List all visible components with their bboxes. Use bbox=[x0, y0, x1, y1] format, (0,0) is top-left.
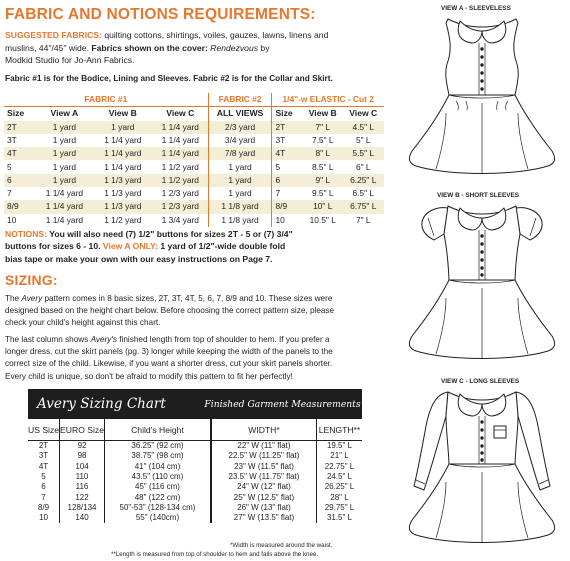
sizing-table-row bbox=[28, 492, 362, 502]
sizing-table-row bbox=[28, 503, 362, 513]
cover-name: Rendezvous bbox=[210, 42, 259, 53]
notions-text-1: You will also need (7) 1/2" buttons for sizes 2T - 5 or (7) 3/4" bbox=[47, 229, 293, 239]
fabric-cell: 1 yard bbox=[36, 121, 93, 134]
notions-text-4: bias tape or make your own with our easy instructions on Page 7. bbox=[5, 253, 273, 264]
fabric-cell: 10.5" L bbox=[303, 214, 343, 227]
sizing-cell: 24.5" L bbox=[316, 472, 362, 482]
sizing-cell: 25" W (12.5" flat) bbox=[211, 492, 317, 502]
cover-label: Fabrics shown on the cover: bbox=[91, 42, 208, 53]
fabric-cell: 8/9 bbox=[272, 200, 303, 213]
sizing-cell: 28" L bbox=[316, 492, 362, 502]
fabric-cell: 1 1/4 yard bbox=[153, 121, 208, 134]
fabric-cell: 1 yard bbox=[36, 147, 93, 160]
sizing-cell: 26.25" L bbox=[316, 482, 362, 492]
fabric-cell: 3T bbox=[272, 134, 303, 147]
fabric-cell: 10" L bbox=[303, 200, 343, 213]
fabric-cell: 1 yard bbox=[208, 160, 272, 173]
fabric-cell: 8.5" L bbox=[303, 160, 343, 173]
fabric-table-row bbox=[4, 160, 384, 173]
fabric-cell: 7" L bbox=[343, 214, 385, 227]
fabric-cell: 1 3/4 yard bbox=[153, 214, 208, 227]
sizing-cell: 2T bbox=[38, 441, 49, 451]
sizing-cell: 22" W (11" flat) bbox=[211, 441, 317, 452]
sizing-table bbox=[28, 419, 362, 523]
view-a-label-text: VIEW A - SLEEVELESS bbox=[441, 5, 511, 12]
sizing-chart-title-bar bbox=[28, 389, 362, 419]
fabric-table-row bbox=[4, 147, 384, 160]
fabric-cell: 1 yard bbox=[36, 174, 93, 187]
sizing-cell: 19.5" L bbox=[316, 441, 362, 452]
fabric-cell: 1 1/4 yard bbox=[93, 134, 153, 147]
header-width: WIDTH* bbox=[211, 419, 317, 441]
header-view-c: View C bbox=[153, 107, 208, 121]
footnote-length: **Length is measured from top of shoulder to hem and falls above the knee. bbox=[111, 551, 319, 558]
sizing-cell: 45" (116 cm) bbox=[104, 482, 211, 492]
fabric-cell: 2T bbox=[4, 121, 36, 134]
sizing-table-row bbox=[28, 462, 362, 472]
sizing-cell: 122 bbox=[60, 492, 105, 502]
sizing-p2-name: Avery's bbox=[90, 335, 117, 344]
sizing-p2-line-4: Every child is unique, so don't be afraid to modify this pattern to fit her perfectly! bbox=[5, 371, 293, 381]
fabric-cell: 1 1/4 yard bbox=[93, 147, 153, 160]
header-elastic-view-b: View B bbox=[303, 107, 343, 121]
sizing-p2-pre: The last column shows bbox=[5, 335, 91, 344]
header-all-views: ALL VIEWS bbox=[208, 107, 272, 121]
sizing-cell: 36.25" (92 cm) bbox=[104, 441, 211, 452]
fabric-table-row bbox=[4, 174, 384, 187]
sizing-cell: 31.5" L bbox=[316, 513, 362, 523]
sizing-p1-line-2: designed based on the height chart below. Before choosing the correct pattern size, please bbox=[5, 306, 335, 316]
fabric-cell: 6.5" L bbox=[343, 187, 385, 200]
fabric-cell: 10 bbox=[4, 214, 36, 227]
sizing-cell: 128/134 bbox=[60, 503, 105, 513]
sizing-cell: 23.5" W (11.75" flat) bbox=[211, 472, 317, 482]
sizing-paragraph-2 bbox=[5, 334, 395, 383]
sizing-cell: 43.5" (110 cm) bbox=[104, 472, 211, 482]
suggested-line-2 bbox=[5, 42, 385, 55]
sizing-cell: 110 bbox=[60, 472, 105, 482]
fabric-cell: 9.5" L bbox=[303, 187, 343, 200]
fabric2-group: FABRIC #2 bbox=[208, 93, 272, 107]
notions-paragraph bbox=[5, 228, 293, 265]
sizing-cell: 26" W (13" flat) bbox=[211, 503, 317, 513]
suggested-text-2: muslins, 44"/45" wide. bbox=[5, 42, 92, 53]
notions-line-1 bbox=[5, 228, 293, 240]
fabric-cell: 1 1/4 yard bbox=[153, 147, 208, 160]
fabric-cell: 7 bbox=[272, 187, 303, 200]
sizing-p1-line-1 bbox=[5, 293, 395, 305]
fabric-table-row bbox=[4, 214, 384, 227]
fabric-cell: 1 1/8 yard bbox=[208, 214, 272, 227]
fabric-cell: 4.5" L bbox=[343, 121, 385, 134]
sizing-cell: 10 bbox=[39, 513, 48, 523]
sizing-cell: 7 bbox=[41, 492, 46, 502]
fabric-cell: 7/8 yard bbox=[208, 147, 272, 160]
fabric-cell: 4T bbox=[272, 147, 303, 160]
fabric-cell: 7 bbox=[4, 187, 36, 200]
sizing-cell: 116 bbox=[60, 482, 105, 492]
fabric-cell: 6" L bbox=[343, 160, 385, 173]
fabric-table-row bbox=[4, 200, 384, 213]
fabric-table-row bbox=[4, 187, 384, 200]
fabric-cell: 1 1/8 yard bbox=[208, 200, 272, 213]
header-length: LENGTH** bbox=[316, 419, 362, 441]
sizing-title: SIZING: bbox=[5, 272, 58, 288]
view-a-label: View A ONLY: bbox=[102, 241, 158, 252]
header-elastic-view-c: View C bbox=[343, 107, 385, 121]
sizing-p1-name: Avery bbox=[21, 294, 43, 303]
fabric-table-row bbox=[4, 134, 384, 147]
suggested-line-1 bbox=[5, 29, 385, 42]
fabric-cell: 6 bbox=[4, 174, 36, 187]
suggested-text-3: Modkid Studio for Jo-Ann Fabrics. bbox=[5, 55, 135, 66]
fabric-cell: 7.5" L bbox=[303, 134, 343, 147]
sizing-p2-line-2: longer dress, cut the skirt panels (pg. 3) longer while keeping the width of the panels to the bbox=[5, 347, 333, 357]
header-size-2: Size bbox=[272, 107, 303, 121]
notions-text-3: 1 yard of 1/2"-wide double fold bbox=[157, 241, 286, 252]
footnote-width: *Width is measured around the waist. bbox=[230, 542, 333, 549]
elastic-group: 1/4"-w ELASTIC - Cut 2 bbox=[272, 93, 384, 107]
sizing-p2-text-1: finished length from top of shoulder to hem. If you prefer a bbox=[117, 335, 330, 344]
sizing-cell: 41" (104 cm) bbox=[104, 462, 211, 472]
sizing-cell: 22.5" W (11.25" flat) bbox=[211, 451, 317, 461]
fabric-cell: 1 yard bbox=[93, 121, 153, 134]
sizing-cell: 8/9 bbox=[37, 502, 50, 512]
sizing-p1-text-1: pattern comes in 8 basic sizes, 2T, 3T, 4T, 5, 6, 7, 8/9 and 10. These sizes were bbox=[42, 294, 333, 303]
fabric-cell: 1 1/3 yard bbox=[93, 187, 153, 200]
sizing-cell: 98 bbox=[60, 451, 105, 461]
fabric-cell: 4T bbox=[4, 147, 36, 160]
fabric-cell: 1 1/4 yard bbox=[36, 187, 93, 200]
fabric-cell: 1 yard bbox=[36, 160, 93, 173]
sizing-paragraph-1 bbox=[5, 293, 395, 330]
sizing-chart-title: Avery Sizing Chart bbox=[37, 396, 166, 412]
sizing-cell: 38.75" (98 cm) bbox=[104, 451, 211, 461]
sizing-p2-line-3: correct size of the child. Likewise, if you want a shorter dress, cut your skirt panels shorter. bbox=[5, 359, 333, 369]
fabric-cell: 7" L bbox=[303, 121, 343, 134]
suggested-text-1: quilting cottons, shirtings, voiles, gauzes, lawns, linens and bbox=[101, 30, 329, 40]
fabric-cell: 6 bbox=[272, 174, 303, 187]
header-us-size: US Size bbox=[28, 419, 60, 441]
fabric-table-row bbox=[4, 121, 384, 134]
sizing-cell: 27" W (13.5" flat) bbox=[211, 513, 317, 523]
sizing-cell: 55" (140cm) bbox=[104, 513, 211, 523]
cover-by: by bbox=[258, 42, 270, 53]
notions-line-3 bbox=[5, 253, 293, 265]
view-b-dress-sketch bbox=[396, 200, 568, 372]
fabric1-group: FABRIC #1 bbox=[4, 93, 208, 107]
fabric-note: Fabric #1 is for the Bodice, Lining and Sleeves. Fabric #2 is for the Collar and Skirt. bbox=[5, 73, 333, 83]
fabric-cell: 6.75" L bbox=[343, 200, 385, 213]
fabric-cell: 5" L bbox=[343, 134, 385, 147]
sizing-cell: 50"-53" (128-134 cm) bbox=[104, 503, 211, 513]
fabric-cell: 9" L bbox=[303, 174, 343, 187]
fabric-cell: 1 1/4 yard bbox=[93, 160, 153, 173]
sizing-cell: 4T bbox=[38, 461, 49, 471]
suggested-fabrics-paragraph bbox=[5, 29, 385, 67]
fabric-cell: 1 1/2 yard bbox=[93, 214, 153, 227]
fabric-cell: 1 yard bbox=[208, 174, 272, 187]
sizing-header-row bbox=[28, 419, 362, 441]
fabric-cell: 1 2/3 yard bbox=[153, 200, 208, 213]
sizing-chart bbox=[28, 389, 362, 523]
fabric-cell: 1 1/2 yard bbox=[153, 174, 208, 187]
fabric-cell: 2T bbox=[272, 121, 303, 134]
fabric-cell: 2/3 yard bbox=[208, 121, 272, 134]
fabric-header-row bbox=[4, 107, 384, 121]
fabric-cell: 1 yard bbox=[36, 134, 93, 147]
fabric-cell: 5 bbox=[4, 160, 36, 173]
sizing-table-row bbox=[28, 482, 362, 492]
fabric-cell: 1 1/4 yard bbox=[153, 134, 208, 147]
pocket bbox=[494, 426, 506, 438]
fabric-cell: 1 1/2 yard bbox=[153, 160, 208, 173]
sizing-cell: 6 bbox=[41, 482, 46, 492]
sizing-cell: 92 bbox=[60, 441, 105, 452]
header-euro-size: EURO Size bbox=[60, 419, 105, 441]
sizing-cell: 21" L bbox=[316, 451, 362, 461]
sizing-table-row bbox=[28, 451, 362, 461]
view-b-label-text: VIEW B - SHORT SLEEVES bbox=[437, 192, 520, 199]
header-view-b: View B bbox=[93, 107, 153, 121]
fabric-cell: 5.5" L bbox=[343, 147, 385, 160]
sizing-cell: 3T bbox=[38, 451, 49, 461]
sizing-cell: 29.75" L bbox=[316, 503, 362, 513]
header-size: Size bbox=[4, 107, 36, 121]
fabric-cell: 1 1/3 yard bbox=[93, 200, 153, 213]
sizing-cell: 24" W (12" flat) bbox=[211, 482, 317, 492]
sizing-cell: 23" W (11.5" flat) bbox=[211, 462, 317, 472]
suggested-label: SUGGESTED FABRICS: bbox=[5, 30, 102, 40]
sizing-table-row bbox=[28, 441, 362, 452]
view-c-dress-sketch bbox=[396, 386, 568, 558]
fabric-group-row bbox=[4, 93, 384, 107]
sizing-cell: 22.75" L bbox=[316, 462, 362, 472]
fabric-cell: 3/4 yard bbox=[208, 134, 272, 147]
fabric-cell: 1 yard bbox=[208, 187, 272, 200]
fabric-cell: 6.25" L bbox=[343, 174, 385, 187]
fabric-cell: 1 1/3 yard bbox=[93, 174, 153, 187]
sizing-cell: 48" (122 cm) bbox=[104, 492, 211, 502]
sizing-cell: 5 bbox=[41, 472, 46, 482]
notions-label: NOTIONS: bbox=[5, 229, 48, 239]
view-a-dress-sketch bbox=[396, 13, 568, 185]
fabric-cell: 3T bbox=[4, 134, 36, 147]
fabric-cell: 8" L bbox=[303, 147, 343, 160]
fabric-cell: 1 1/4 yard bbox=[36, 214, 93, 227]
fabric-cell: 5 bbox=[272, 160, 303, 173]
garment-measurements-title: Finished Garment Measurements bbox=[204, 398, 361, 410]
sizing-cell: 104 bbox=[60, 462, 105, 472]
sizing-p1-pre: The bbox=[5, 294, 22, 303]
fabric-cell: 8/9 bbox=[4, 200, 36, 213]
view-c-label-text: VIEW C - LONG SLEEVES bbox=[441, 378, 520, 385]
sizing-p2-line-1 bbox=[5, 334, 395, 346]
fabric-cell: 10 bbox=[272, 214, 303, 227]
sizing-cell: 140 bbox=[60, 513, 105, 523]
fabric-table bbox=[4, 93, 384, 227]
sizing-table-row bbox=[28, 472, 362, 482]
notions-text-2: buttons for sizes 6 - 10. bbox=[5, 241, 103, 252]
header-view-a: View A bbox=[36, 107, 93, 121]
notions-line-2 bbox=[5, 240, 293, 252]
fabric-cell: 1 1/4 yard bbox=[36, 200, 93, 213]
header-child-height: Child's Height bbox=[104, 419, 211, 441]
page-title: FABRIC AND NOTIONS REQUIREMENTS: bbox=[5, 6, 316, 23]
fabric-cell: 1 2/3 yard bbox=[153, 187, 208, 200]
sizing-table-row bbox=[28, 513, 362, 523]
suggested-line-3 bbox=[5, 54, 385, 67]
sizing-p1-line-3: check your child's height against this chart. bbox=[5, 318, 161, 328]
